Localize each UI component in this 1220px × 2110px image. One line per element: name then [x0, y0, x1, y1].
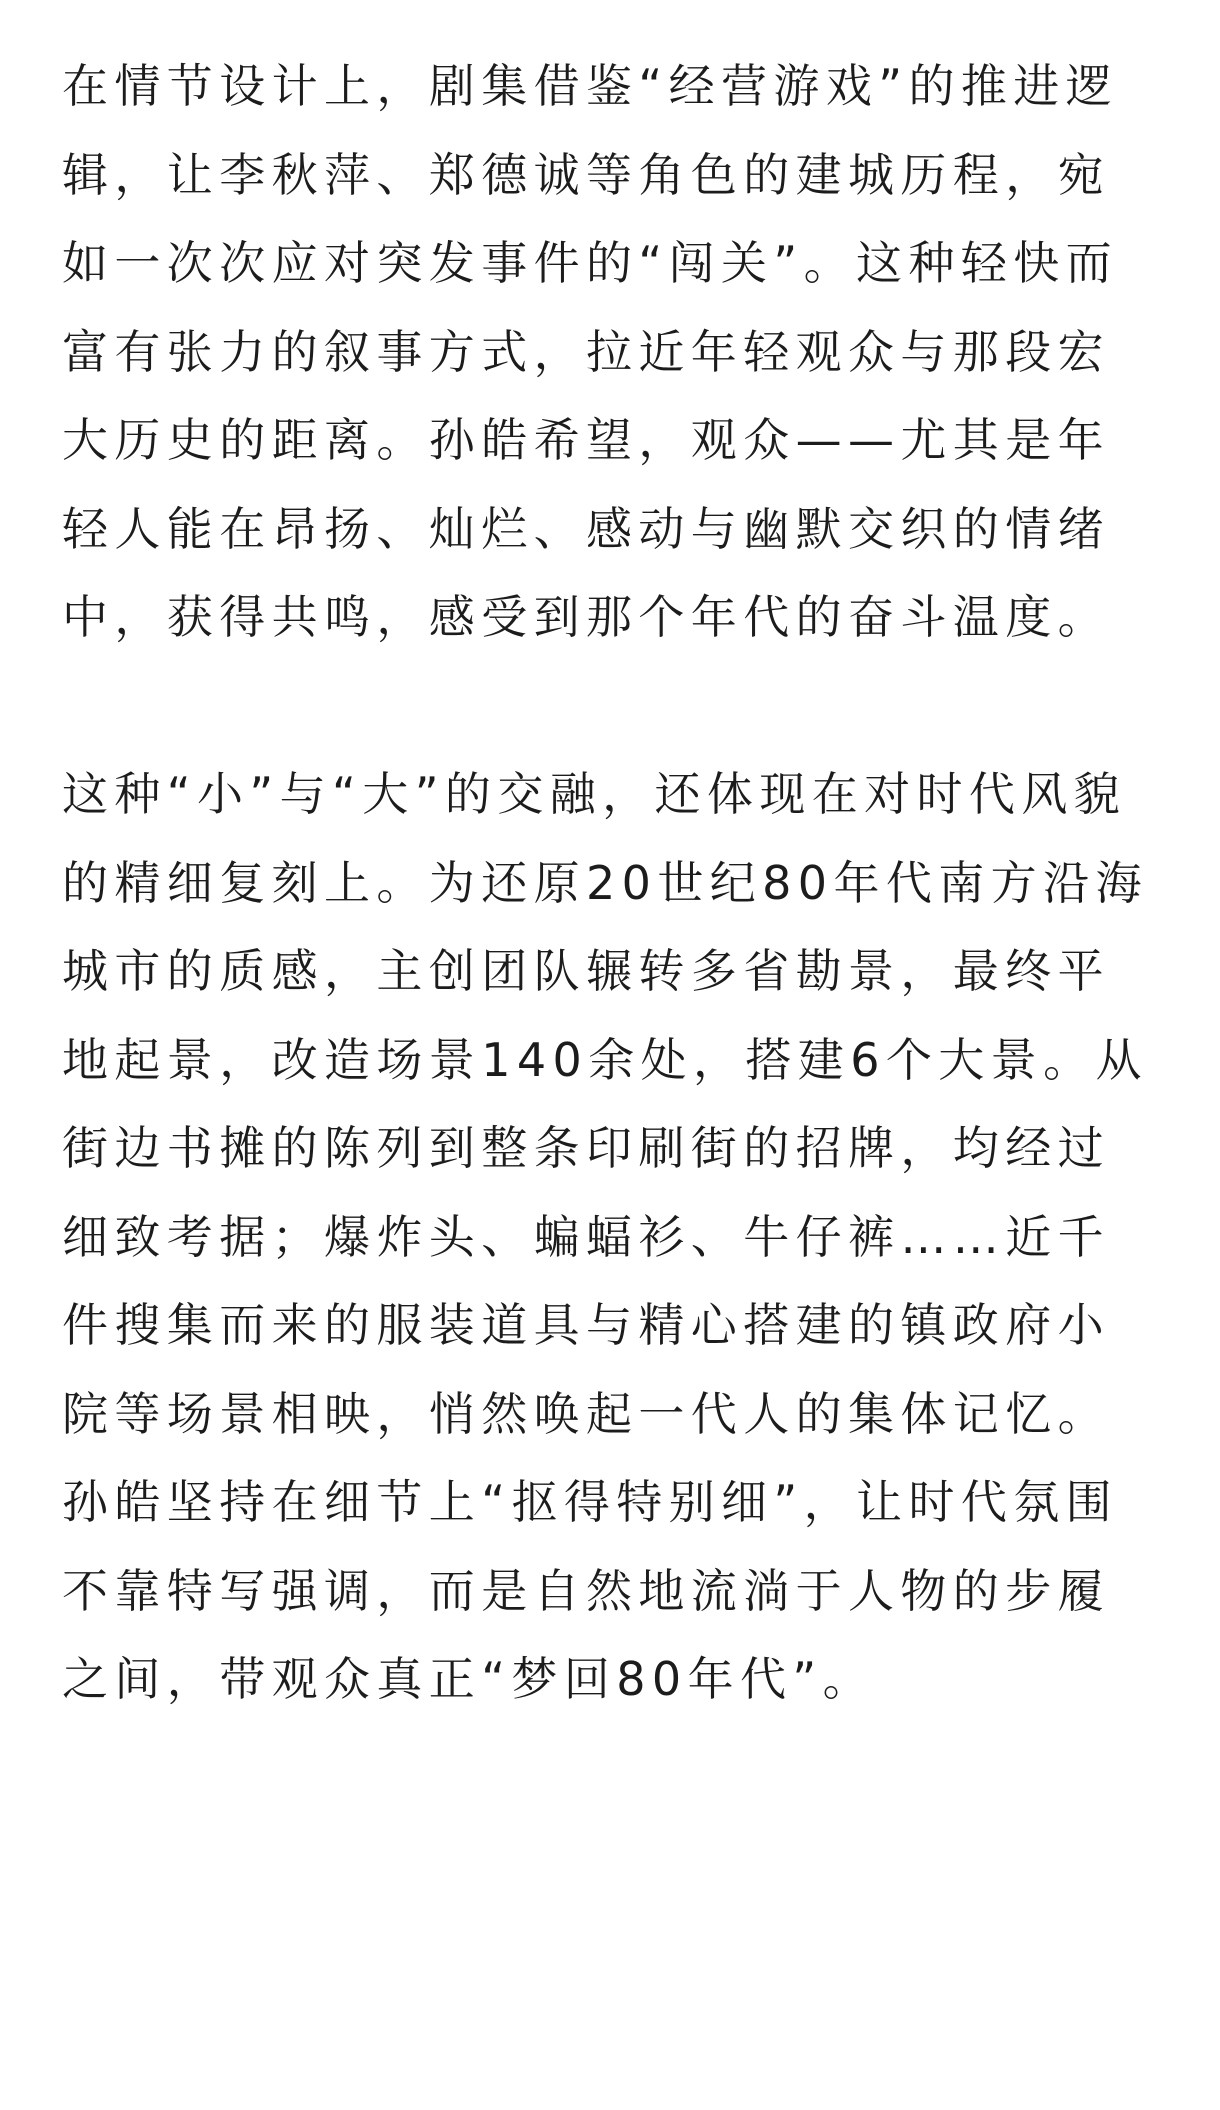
paragraph-era-recreation: 这种“小”与“大”的交融，还体现在对时代风貌的精细复刻上。为还原20世纪80年代南方沿海城市的质感，主创团队辗转多省勘景，最终平地起景，改造场景140余处，搭建6个大景。从街边书摊的陈列到整条印刷街的招牌，均经过细致考据；爆炸头、蝙蝠衫、牛仔裤……近千件搜集而来的服装道具与精心搭建的镇政府小院等场景相映，悄然唤起一代人的集体记忆。孙皓坚持在细节上“抠得特别细”，让时代氛围不靠特写强调，而是自然地流淌于人物的步履之间，带观众真正“梦回80年代”。 — [62, 767, 1148, 1706]
paragraph-plot-design: 在情节设计上，剧集借鉴“经营游戏”的推进逻辑，让李秋萍、郑德诚等角色的建城历程，宛如一次次应对突发事件的“闯关”。这种轻快而富有张力的叙事方式，拉近年轻观众与那段宏大历史的距离。孙皓希望，观众——尤其是年轻人能在昂扬、灿烂、感动与幽默交织的情绪中，获得共鸣，感受到那个年代的奋斗温度。 — [62, 59, 1119, 644]
article-body — [62, 42, 1162, 1724]
